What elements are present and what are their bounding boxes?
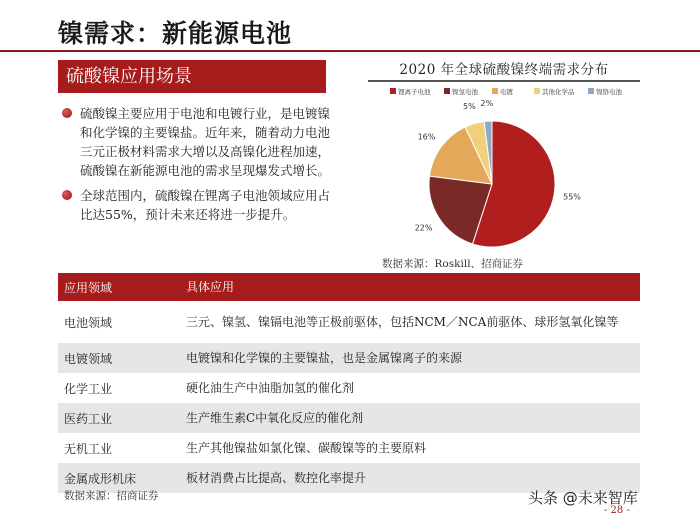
chart-source: 数据来源：Roskill、招商证券 [382, 258, 524, 270]
table-header-field: 应用领域 [64, 280, 113, 295]
legend-entry [534, 87, 575, 96]
pie-data-label: 5% [463, 102, 476, 112]
pie-data-label: 16% [417, 132, 436, 142]
pie-data-label: 2% [480, 99, 494, 109]
table-header-use: 具体应用 [186, 279, 235, 294]
pie-data-label: 22% [414, 223, 433, 233]
legend-label: 镍铬电池 [596, 88, 622, 96]
legend-label: 锂离子电池 [398, 88, 431, 96]
section-header: 硫酸镍应用场景 [58, 60, 326, 93]
watermark: 头条 @未来智库 [528, 489, 638, 507]
legend-swatch [492, 88, 498, 94]
chart-title: 2020 年全球硫酸镍终端需求分布 [399, 62, 609, 78]
table-cell-field: 医药工业 [64, 411, 113, 426]
table-row [58, 343, 640, 373]
table-source: 数据来源：招商证券 [64, 490, 159, 502]
bullet-item [62, 186, 338, 224]
bullet-dot-icon [62, 190, 72, 200]
table-cell-use: 硬化油生产中油脂加氢的催化剂 [186, 380, 355, 395]
table-cell-use: 电镀镍和化学镍的主要镍盐，也是金属镍离子的来源 [186, 350, 463, 365]
legend-swatch [534, 88, 540, 94]
legend-swatch [390, 88, 396, 94]
application-table [58, 273, 640, 493]
pie-data-label: 55% [563, 192, 581, 202]
table-row [58, 433, 640, 463]
legend-label: 镍氢电池 [452, 88, 478, 96]
legend-label: 电镀 [500, 88, 513, 96]
table-header-row [58, 273, 640, 301]
legend-swatch [444, 88, 450, 94]
table-row [58, 373, 640, 403]
table-cell-field: 电池领域 [64, 315, 113, 330]
table-cell-field: 电镀领域 [64, 351, 113, 366]
table-row [58, 403, 640, 433]
legend-label: 其他化学品 [542, 88, 575, 96]
page-title: 镍需求：新能源电池 [58, 19, 293, 48]
title-divider [0, 50, 700, 52]
bullet-text: 全球范围内，硫酸镍在锂离子电池领域应用占比达55%，预计未来还将进一步提升。 [80, 188, 331, 222]
table-row [58, 301, 640, 343]
page-number: - 28 - [604, 505, 630, 516]
legend-swatch [588, 88, 594, 94]
legend-entry [492, 87, 514, 96]
legend-entry [444, 87, 479, 96]
table-cell-use: 生产其他镍盐如氯化镍、碳酸镍等的主要原料 [186, 440, 427, 455]
table-cell-field: 无机工业 [64, 441, 113, 456]
table-cell-field: 金属成形机床 [64, 471, 137, 486]
table-cell-use: 生产维生素C中氧化反应的催化剂 [186, 410, 364, 425]
legend-entry [588, 87, 623, 96]
bullet-text: 硫酸镍主要应用于电池和电镀行业，是电镀镍和化学镍的主要镍盐。近年来，随着动力电池三元正极材料需求大增以及高镍化进程加速，硫酸镍在新能源电池的需求呈现爆发式增长。 [80, 106, 331, 178]
bullet-item [62, 104, 338, 180]
pie-chart [368, 82, 640, 252]
bullet-dot-icon [62, 108, 72, 118]
table-cell-use: 板材消费占比提高、数控化率提升 [186, 470, 367, 485]
table-cell-use: 三元、镍氢、镍镉电池等正极前驱体，包括NCM／NCA前驱体、球形氢氧化镍等 [186, 314, 619, 329]
bullet-list [62, 104, 338, 230]
legend-entry [390, 87, 431, 96]
table-cell-field: 化学工业 [64, 381, 113, 396]
